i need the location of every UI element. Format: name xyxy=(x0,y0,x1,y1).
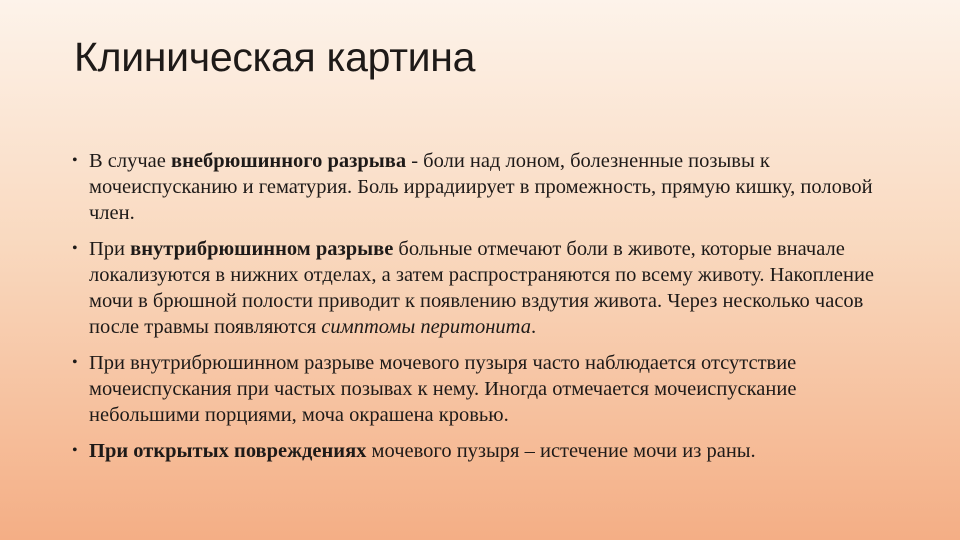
bullet-marker: • xyxy=(72,152,78,169)
bullet-marker: • xyxy=(72,354,78,371)
bullet-extraperitoneal-rupture xyxy=(72,148,892,226)
bullet-text: При xyxy=(89,238,131,260)
bullet-term: внебрюшинного разрыва xyxy=(171,150,407,172)
bullet-text: . xyxy=(530,316,537,338)
bullet-marker: • xyxy=(72,442,78,459)
bullet-text: больные отмечают боли в животе, которые вначале локализуются в нижних отделах, а затем распространяются по всему животу. Накопление мочи в брюшной полости приводит к появлению вздутия живота. Через несколько часов после травмы появляются xyxy=(89,238,875,338)
bullet-marker: • xyxy=(72,240,78,257)
bullet-urination-absence xyxy=(72,350,892,428)
slide-title: Клиническая картина xyxy=(74,34,476,80)
bullet-intraperitoneal-rupture xyxy=(72,236,892,340)
bullet-term: При открытых повреждениях xyxy=(89,440,367,462)
bullet-list xyxy=(72,148,892,474)
bullet-text: При внутрибрюшинном разрыве мочевого пузыря часто наблюдается отсутствие мочеиспускания при частых позывах к нему. Иногда отмечается мочеиспускание небольшими порциями, моча окрашена кровью. xyxy=(89,352,797,426)
bullet-text: - боли над лоном, болезненные позывы к мочеиспусканию и гематурия. Боль иррадиирует в промежность, прямую кишку, половой член. xyxy=(89,150,873,224)
bullet-text: мочевого пузыря – истечение мочи из раны. xyxy=(366,440,756,462)
bullet-open-injuries xyxy=(72,438,892,464)
bullet-term: внутрибрюшинном разрыве xyxy=(130,238,394,260)
bullet-text: В случае xyxy=(89,150,172,172)
bullet-emphasis: симптомы перитонита xyxy=(321,316,531,338)
